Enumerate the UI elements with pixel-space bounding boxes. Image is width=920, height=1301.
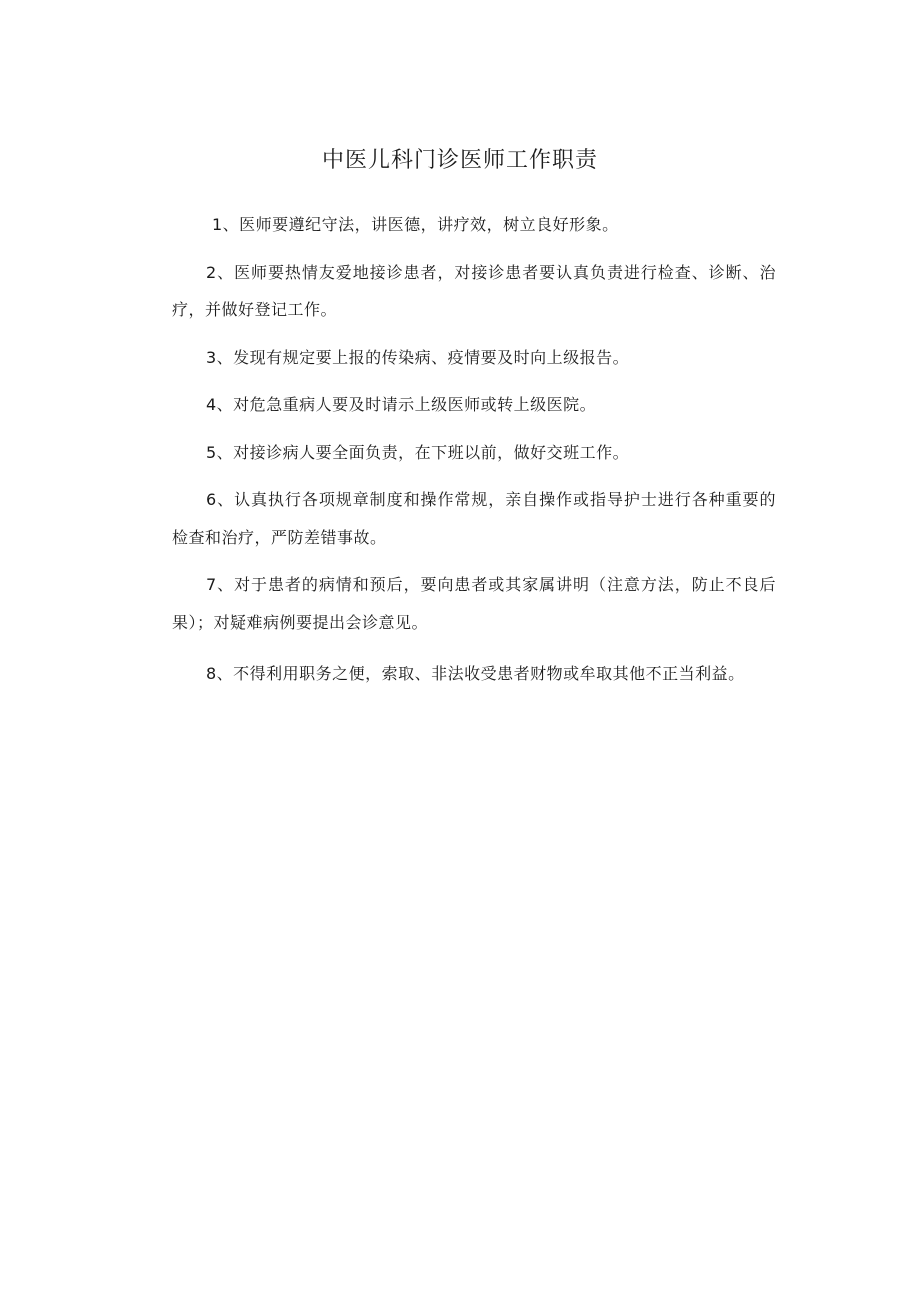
- duty-list: [172, 206, 776, 706]
- duty-item-5: 5、对接诊病人要全面负责，在下班以前，做好交班工作。: [206, 442, 630, 462]
- duty-item-6: 6、认真执行各项规章制度和操作常规，亲自操作或指导护士进行各种重要的检查和治疗，严防差错事故。: [172, 490, 776, 547]
- duty-item-8: 8、不得利用职务之便，索取、非法收受患者财物或牟取其他不正当利益。: [206, 664, 745, 683]
- document-title: 中医儿科门诊医师工作职责: [321, 148, 598, 173]
- duty-item-2: 2、医师要热情友爱地接诊患者，对接诊患者要认真负责进行检查、诊断、治疗，并做好登记工作。: [172, 262, 776, 319]
- duty-item-1: 1、医师要遵纪守法，讲医德，讲疗效，树立良好形象。: [212, 215, 619, 234]
- duty-item-3: 3、发现有规定要上报的传染病、疫情要及时向上级报告。: [206, 347, 630, 367]
- duty-item-7: 7、对于患者的病情和预后，要向患者或其家属讲明（注意方法，防止不良后果）；对疑难病例要提出会诊意见。: [172, 575, 776, 632]
- duty-item-4: 4、对危急重病人要及时请示上级医师或转上级医院。: [206, 395, 597, 414]
